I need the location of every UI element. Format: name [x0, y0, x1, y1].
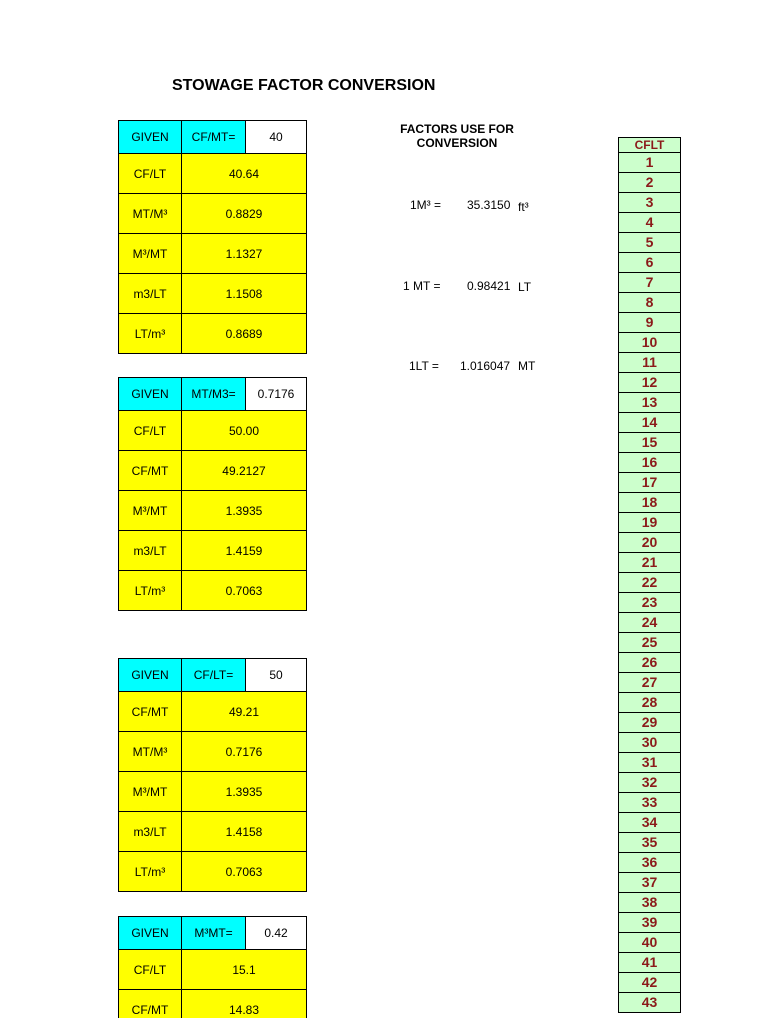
cflt-row	[619, 673, 681, 693]
given-unit-label: MT/M3=	[182, 378, 246, 411]
table-row	[119, 154, 307, 194]
cflt-cell[interactable]: 2	[619, 173, 681, 193]
given-label: GIVEN	[119, 121, 182, 154]
row-label: MT/M³	[119, 732, 182, 772]
row-label: M³/MT	[119, 772, 182, 812]
row-label: CF/MT	[119, 451, 182, 491]
cflt-header: CFLT	[619, 138, 681, 153]
cflt-cell[interactable]: 36	[619, 853, 681, 873]
cflt-cell[interactable]: 33	[619, 793, 681, 813]
given-label: GIVEN	[119, 378, 182, 411]
cflt-row	[619, 533, 681, 553]
table-row	[119, 451, 307, 491]
given-row	[119, 378, 307, 411]
cflt-cell[interactable]: 43	[619, 993, 681, 1013]
row-label: MT/M³	[119, 194, 182, 234]
table-row	[119, 852, 307, 892]
conversion-table-cf-lt	[118, 658, 307, 892]
cflt-cell[interactable]: 7	[619, 273, 681, 293]
row-value: 1.4158	[182, 812, 307, 852]
table-row	[119, 531, 307, 571]
cflt-row	[619, 813, 681, 833]
given-label: GIVEN	[119, 917, 182, 950]
cflt-row	[619, 193, 681, 213]
cflt-row	[619, 753, 681, 773]
cflt-row	[619, 773, 681, 793]
row-label: LT/m³	[119, 571, 182, 611]
table-row	[119, 314, 307, 354]
cflt-cell[interactable]: 14	[619, 413, 681, 433]
cflt-cell[interactable]: 12	[619, 373, 681, 393]
cflt-row	[619, 613, 681, 633]
table-row	[119, 732, 307, 772]
cflt-row	[619, 373, 681, 393]
cflt-row	[619, 993, 681, 1013]
cflt-cell[interactable]: 3	[619, 193, 681, 213]
cflt-cell[interactable]: 30	[619, 733, 681, 753]
factor-m3-unit: ft³	[518, 200, 529, 214]
row-value: 0.7176	[182, 732, 307, 772]
cflt-cell[interactable]: 37	[619, 873, 681, 893]
cflt-cell[interactable]: 25	[619, 633, 681, 653]
cflt-row	[619, 893, 681, 913]
cflt-row	[619, 593, 681, 613]
row-label: CF/MT	[119, 692, 182, 732]
cflt-row	[619, 433, 681, 453]
factor-lt-value: 1.016047	[460, 359, 511, 373]
row-label: LT/m³	[119, 852, 182, 892]
row-value: 1.3935	[182, 491, 307, 531]
cflt-row	[619, 633, 681, 653]
cflt-row	[619, 653, 681, 673]
cflt-row	[619, 453, 681, 473]
cflt-row	[619, 233, 681, 253]
given-unit-label: M³MT=	[182, 917, 246, 950]
row-value: 15.1	[182, 950, 307, 990]
cflt-header-row	[619, 138, 681, 153]
cflt-cell[interactable]: 20	[619, 533, 681, 553]
cflt-row	[619, 933, 681, 953]
conversion-table-mt-m3	[118, 377, 307, 611]
cflt-row	[619, 273, 681, 293]
cflt-cell[interactable]: 19	[619, 513, 681, 533]
table-row	[119, 950, 307, 990]
cflt-cell[interactable]: 24	[619, 613, 681, 633]
factor-mt-value: 0.98421	[467, 279, 511, 293]
factors-heading: FACTORS USE FOR CONVERSION	[400, 122, 514, 150]
table-row	[119, 772, 307, 812]
row-label: CF/LT	[119, 154, 182, 194]
cflt-row	[619, 953, 681, 973]
row-label: LT/m³	[119, 314, 182, 354]
page-title: STOWAGE FACTOR CONVERSION	[172, 77, 436, 94]
cflt-row	[619, 853, 681, 873]
conversion-table-cf-mt	[118, 120, 307, 354]
table-row	[119, 194, 307, 234]
given-row	[119, 917, 307, 950]
cflt-row	[619, 573, 681, 593]
row-label: CF/MT	[119, 990, 182, 1019]
cflt-row	[619, 173, 681, 193]
cflt-row	[619, 973, 681, 993]
cflt-cell[interactable]: 31	[619, 753, 681, 773]
row-value: 14.83	[182, 990, 307, 1019]
table-row	[119, 571, 307, 611]
factor-m3-label: 1M³ =	[410, 198, 442, 212]
table-row	[119, 692, 307, 732]
cflt-cell[interactable]: 1	[619, 153, 681, 173]
given-unit-label: CF/MT=	[182, 121, 246, 154]
row-label: CF/LT	[119, 950, 182, 990]
cflt-cell[interactable]: 26	[619, 653, 681, 673]
table-row	[119, 234, 307, 274]
cflt-row	[619, 473, 681, 493]
cflt-row	[619, 353, 681, 373]
row-value: 49.2127	[182, 451, 307, 491]
cflt-cell[interactable]: 29	[619, 713, 681, 733]
cflt-cell[interactable]: 38	[619, 893, 681, 913]
table-row	[119, 812, 307, 852]
row-value: 50.00	[182, 411, 307, 451]
cflt-cell[interactable]: 34	[619, 813, 681, 833]
row-value: 0.8829	[182, 194, 307, 234]
cflt-row	[619, 873, 681, 893]
row-label: CF/LT	[119, 411, 182, 451]
given-value-cell[interactable]: 50	[246, 659, 307, 692]
cflt-cell[interactable]: 5	[619, 233, 681, 253]
cflt-row	[619, 153, 681, 173]
cflt-row	[619, 493, 681, 513]
cflt-cell[interactable]: 41	[619, 953, 681, 973]
cflt-cell[interactable]: 4	[619, 213, 681, 233]
factor-m3-value: 35.3150	[467, 198, 511, 212]
cflt-cell[interactable]: 22	[619, 573, 681, 593]
cflt-row	[619, 833, 681, 853]
cflt-row	[619, 513, 681, 533]
cflt-cell[interactable]: 9	[619, 313, 681, 333]
cflt-row	[619, 413, 681, 433]
cflt-row	[619, 213, 681, 233]
cflt-cell[interactable]: 11	[619, 353, 681, 373]
row-label: m3/LT	[119, 531, 182, 571]
cflt-cell[interactable]: 13	[619, 393, 681, 413]
conversion-table-m3-mt	[118, 916, 307, 1018]
cflt-cell[interactable]: 27	[619, 673, 681, 693]
table-row	[119, 411, 307, 451]
table-row	[119, 990, 307, 1019]
given-value-cell[interactable]: 0.7176	[246, 378, 307, 411]
row-label: M³/MT	[119, 491, 182, 531]
cflt-row	[619, 553, 681, 573]
row-value: 1.1508	[182, 274, 307, 314]
row-value: 40.64	[182, 154, 307, 194]
cflt-row	[619, 253, 681, 273]
given-label: GIVEN	[119, 659, 182, 692]
cflt-cell[interactable]: 40	[619, 933, 681, 953]
given-unit-label: CF/LT=	[182, 659, 246, 692]
given-row	[119, 121, 307, 154]
factor-lt-unit: MT	[518, 359, 536, 373]
row-value: 1.4159	[182, 531, 307, 571]
row-value: 1.1327	[182, 234, 307, 274]
row-value: 49.21	[182, 692, 307, 732]
factor-lt-label: 1LT =	[409, 359, 439, 373]
cflt-row	[619, 793, 681, 813]
cflt-cell[interactable]: 15	[619, 433, 681, 453]
cflt-row	[619, 693, 681, 713]
given-row	[119, 659, 307, 692]
row-value: 1.3935	[182, 772, 307, 812]
cflt-column	[618, 137, 681, 1013]
cflt-cell[interactable]: 35	[619, 833, 681, 853]
cflt-row	[619, 333, 681, 353]
cflt-cell[interactable]: 39	[619, 913, 681, 933]
row-label: m3/LT	[119, 812, 182, 852]
table-row	[119, 491, 307, 531]
cflt-cell[interactable]: 21	[619, 553, 681, 573]
factor-mt-label: 1 MT =	[403, 279, 441, 293]
row-label: m3/LT	[119, 274, 182, 314]
row-value: 0.8689	[182, 314, 307, 354]
cflt-cell[interactable]: 28	[619, 693, 681, 713]
given-value-cell[interactable]: 0.42	[246, 917, 307, 950]
cflt-cell[interactable]: 8	[619, 293, 681, 313]
row-label: M³/MT	[119, 234, 182, 274]
cflt-row	[619, 393, 681, 413]
row-value: 0.7063	[182, 571, 307, 611]
cflt-cell[interactable]: 23	[619, 593, 681, 613]
cflt-row	[619, 733, 681, 753]
cflt-cell[interactable]: 18	[619, 493, 681, 513]
cflt-row	[619, 313, 681, 333]
cflt-cell[interactable]: 42	[619, 973, 681, 993]
factor-mt-unit: LT	[518, 280, 532, 294]
cflt-row	[619, 293, 681, 313]
cflt-cell[interactable]: 17	[619, 473, 681, 493]
cflt-cell[interactable]: 32	[619, 773, 681, 793]
given-value-cell[interactable]: 40	[246, 121, 307, 154]
cflt-cell[interactable]: 10	[619, 333, 681, 353]
table-row	[119, 274, 307, 314]
cflt-row	[619, 713, 681, 733]
row-value: 0.7063	[182, 852, 307, 892]
cflt-row	[619, 913, 681, 933]
cflt-cell[interactable]: 6	[619, 253, 681, 273]
cflt-cell[interactable]: 16	[619, 453, 681, 473]
